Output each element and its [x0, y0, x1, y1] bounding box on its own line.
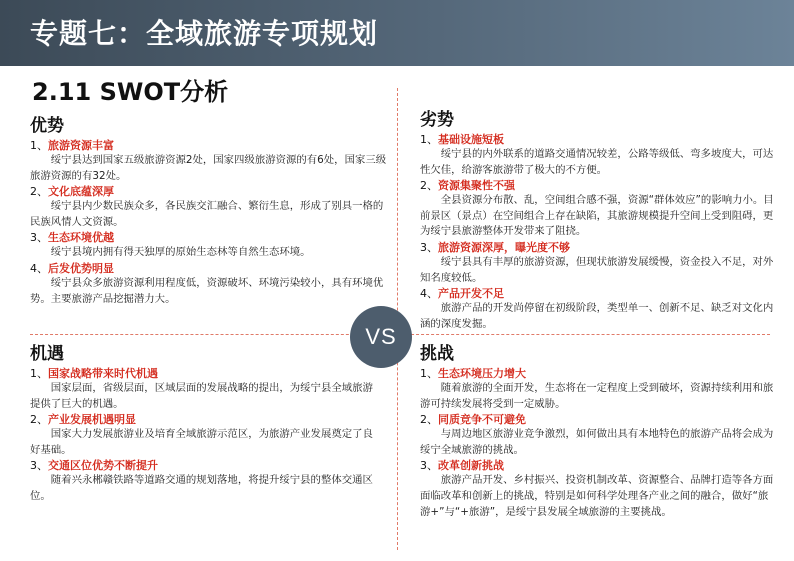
weakness-item — [420, 240, 774, 286]
item-title: 资源集聚性不强 — [438, 179, 515, 193]
weaknesses-heading: 劣势 — [420, 110, 454, 130]
item-title: 后发优势明显 — [48, 261, 114, 275]
item-number: 1、 — [420, 367, 438, 380]
item-body: 国家层面，省级层面，区域层面的发展战略的提出，为绥宁县全域旅游提供了巨大的机遇。 — [30, 382, 373, 410]
item-body: 绥宁县内少数民族众多，各民族交汇融合、繁衍生息，形成了别具一格的民族风情人文资源。 — [30, 200, 384, 228]
strength-item — [30, 184, 388, 230]
item-title: 文化底蕴深厚 — [48, 185, 114, 199]
item-title: 产品开发不足 — [438, 287, 504, 301]
item-title: 产业发展机遇明显 — [48, 413, 136, 427]
item-body: 与周边地区旅游业竞争激烈，如何做出具有本地特色的旅游产品将会成为绥宁全域旅游的挑战。 — [420, 428, 774, 456]
item-body: 旅游产品开发、乡村振兴、投资机制改革、资源整合、品牌打造等各方面面临改革和创新上的挑战，特别是如何科学处理各产业之间的融合，做好“旅游+”与“+旅游”，是绥宁县发展全域旅游的主要挑战。 — [420, 474, 774, 518]
header-bar — [0, 0, 794, 66]
item-body: 绥宁县的内外联系的道路交通情况较差，公路等级低、弯多坡度大，可达性欠佳，给游客旅游带了极大的不方便。 — [420, 148, 774, 176]
weaknesses-panel — [420, 110, 774, 332]
opportunities-heading: 机遇 — [30, 344, 64, 364]
item-number: 3、 — [30, 231, 48, 245]
section-title: 2.11 SWOT分析 — [32, 78, 229, 106]
item-number: 3、 — [420, 459, 438, 473]
opportunity-item — [30, 458, 382, 504]
item-body: 绥宁县具有丰厚的旅游资源，但现状旅游发展缓慢，资金投入不足，对外知名度较低。 — [420, 255, 774, 284]
item-title: 交通区位优势不断提升 — [48, 459, 158, 473]
weakness-item — [420, 132, 774, 178]
opportunities-panel — [30, 344, 382, 505]
item-title: 旅游资源深厚，曝光度不够 — [438, 240, 570, 254]
threat-item — [420, 458, 774, 520]
strengths-panel — [30, 116, 388, 307]
strength-item — [30, 138, 388, 184]
item-number: 1、 — [420, 133, 438, 146]
page-title: 专题七：全域旅游专项规划 — [30, 17, 379, 50]
item-number: 4、 — [420, 287, 438, 301]
item-body: 国家大力发展旅游业及培育全域旅游示范区，为旅游产业发展奠定了良好基础。 — [30, 428, 373, 456]
item-body: 随着兴永郴赣铁路等道路交通的规划落地，将提升绥宁县的整体交通区位。 — [30, 474, 373, 502]
item-number: 2、 — [30, 413, 48, 427]
weakness-item — [420, 178, 774, 240]
threats-panel — [420, 344, 774, 520]
item-title: 同质竞争不可避免 — [438, 413, 526, 427]
item-number: 2、 — [420, 179, 438, 193]
threat-item — [420, 366, 774, 412]
item-number: 2、 — [420, 413, 438, 427]
weakness-item — [420, 286, 774, 332]
item-body: 全县资源分布散、乱，空间组合感不强，资源“群体效应”的影响力小。目前景区（景点）在空间组合上存在缺陷，其旅游规模提升空间上受到阻碍，更为绥宁县旅游整体开发带来了阻挠。 — [420, 194, 774, 238]
item-body: 绥宁县众多旅游资源利用程度低，资源破坏、环境污染较小，具有环境优势。主要旅游产品挖掘潜力大。 — [30, 276, 384, 305]
item-title: 生态环境压力增大 — [438, 367, 526, 380]
opportunity-item — [30, 412, 382, 458]
item-number: 3、 — [420, 240, 438, 254]
item-title: 生态环境优越 — [48, 231, 114, 245]
item-title: 改革创新挑战 — [438, 459, 504, 473]
item-number: 1、 — [30, 139, 48, 152]
strength-item — [30, 230, 388, 261]
threat-item — [420, 412, 774, 458]
strength-item — [30, 261, 388, 307]
item-body: 绥宁县达到国家五级旅游资源2处，国家四级旅游资源的有6处，国家三级旅游资源的有32处。 — [30, 154, 387, 182]
item-body: 旅游产品的开发尚停留在初级阶段，类型单一、创新不足、缺乏对文化内涵的深度发掘。 — [420, 302, 774, 330]
item-title: 国家战略带来时代机遇 — [48, 367, 158, 380]
threats-heading: 挑战 — [420, 344, 454, 364]
item-title: 旅游资源丰富 — [48, 139, 114, 152]
item-number: 4、 — [30, 261, 48, 275]
item-body: 绥宁县境内拥有得天独厚的原始生态林等自然生态环境。 — [50, 246, 311, 259]
item-body: 随着旅游的全面开发，生态将在一定程度上受到破坏，资源持续利用和旅游可持续发展将受到一定威胁。 — [420, 382, 774, 410]
opportunity-item — [30, 366, 382, 412]
item-title: 基础设施短板 — [438, 133, 504, 146]
item-number: 2、 — [30, 185, 48, 199]
strengths-heading: 优势 — [30, 116, 64, 136]
item-number: 1、 — [30, 367, 48, 380]
vs-badge: VS — [350, 306, 412, 368]
item-number: 3、 — [30, 459, 48, 473]
